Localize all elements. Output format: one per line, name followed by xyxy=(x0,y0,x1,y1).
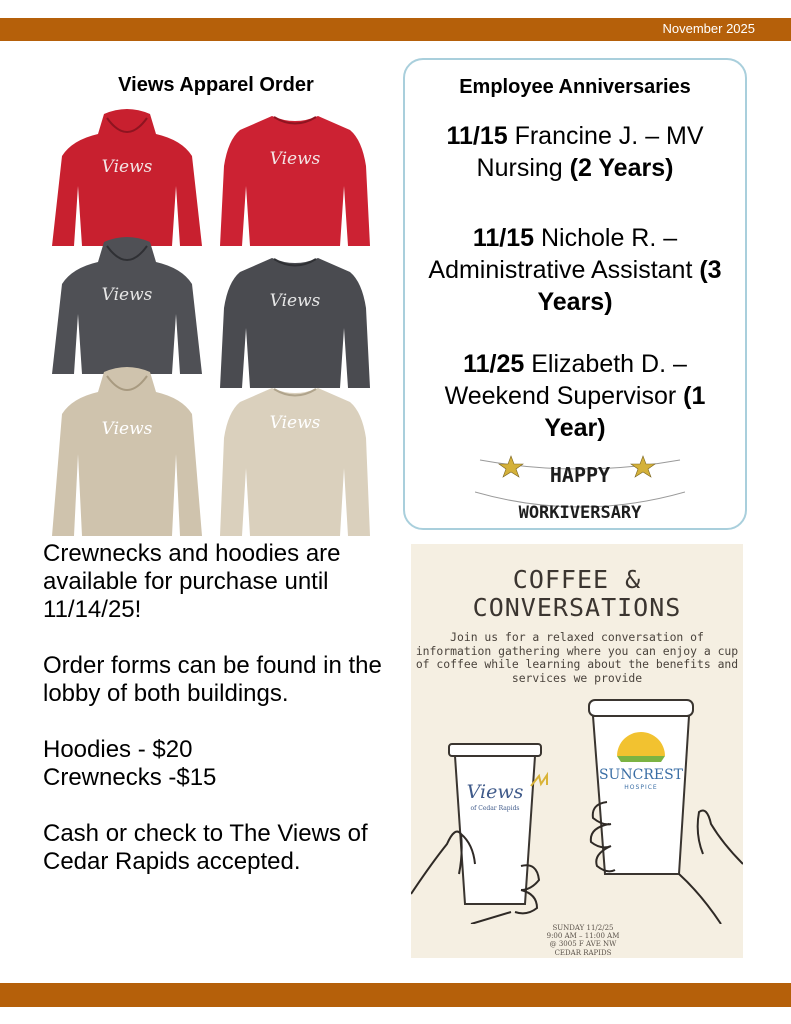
crewneck-logo-text: Views xyxy=(269,413,321,433)
red-hoodie-image xyxy=(52,106,202,246)
event-time: 9:00 AM – 11:00 AM xyxy=(546,932,620,941)
anniversary-date: 11/15 xyxy=(446,122,508,150)
anniversary-name: Francine J. – MV Nursing xyxy=(476,122,704,182)
tan-hoodie-image xyxy=(52,364,202,536)
red-crewneck-image xyxy=(220,106,370,246)
newsletter-date: November 2025 xyxy=(662,21,755,36)
anniversaries-title: Employee Anniversaries xyxy=(459,76,691,98)
hoodie-logo-text: Views xyxy=(101,285,153,305)
cup-logo-views: Views xyxy=(466,781,524,803)
workiversary-banner xyxy=(475,452,685,530)
apparel-availability: Crewnecks and hoodies are available for purchase until 11/14/25! xyxy=(43,540,341,623)
price-hoodies: Hoodies - $20 xyxy=(43,736,193,763)
anniversary-duration: (1 Year) xyxy=(544,382,706,442)
anniversary-entry xyxy=(425,348,725,444)
coffee-title-line1: COFFEE & xyxy=(512,565,642,594)
coffee-flyer xyxy=(411,544,743,958)
anniversary-entry xyxy=(425,120,725,184)
event-city: CEDAR RAPIDS xyxy=(554,948,612,957)
apparel-title: Views Apparel Order xyxy=(118,74,314,96)
price-crewnecks: Crewnecks -$15 xyxy=(43,764,217,791)
anniversary-duration: (3 Years) xyxy=(537,256,722,316)
coffee-title-line2: CONVERSATIONS xyxy=(472,593,682,622)
coffee-description: Join us for a relaxed conversation of information gathering where you can enjoy a cup of coffee while learning about the benefits and services we provide xyxy=(415,630,739,685)
gray-crewneck-image xyxy=(220,248,370,388)
crewneck-logo-text: Views xyxy=(269,149,321,169)
hoodie-logo-text: Views xyxy=(101,157,153,177)
cup-logo-suncrest: SUNCREST xyxy=(598,767,684,783)
crewneck-logo-text: Views xyxy=(269,291,321,311)
apparel-payment: Cash or check to The Views of Cedar Rapids accepted. xyxy=(43,820,368,875)
footer-bar xyxy=(0,983,791,1007)
apparel-details xyxy=(43,540,393,904)
anniversary-date: 11/25 xyxy=(463,350,525,378)
apparel-photo-grid xyxy=(50,106,368,536)
anniversary-name: Elizabeth D. – Weekend Supervisor xyxy=(444,350,687,410)
hoodie-logo-text: Views xyxy=(101,419,153,439)
coffee-event-info xyxy=(523,924,643,957)
left-coffee-cup xyxy=(449,744,547,904)
banner-happy: HAPPY xyxy=(549,463,611,487)
event-address: @ 3005 F AVE NW xyxy=(549,940,617,949)
anniversaries-box xyxy=(403,58,747,530)
star-icon xyxy=(499,456,523,477)
banner-workiversary: WORKIVERSARY xyxy=(518,503,642,523)
anniversary-entry xyxy=(425,222,725,318)
coffee-title xyxy=(411,566,743,622)
coffee-cups-illustration xyxy=(411,694,743,924)
apparel-order-forms: Order forms can be found in the lobby of both buildings. xyxy=(43,652,382,707)
star-icon xyxy=(631,456,655,477)
gray-hoodie-image xyxy=(52,234,202,374)
header-bar xyxy=(0,18,791,41)
anniversary-duration: (2 Years) xyxy=(569,154,674,182)
anniversary-name: Nichole R. – Administrative Assistant xyxy=(428,224,700,284)
event-day: SUNDAY 11/2/25 xyxy=(552,924,614,932)
cup-logo-views-sub: of Cedar Rapids xyxy=(470,805,520,812)
tan-crewneck-image xyxy=(220,378,370,536)
cup-logo-suncrest-sub: HOSPICE xyxy=(624,784,658,791)
anniversary-date: 11/15 xyxy=(472,224,535,252)
